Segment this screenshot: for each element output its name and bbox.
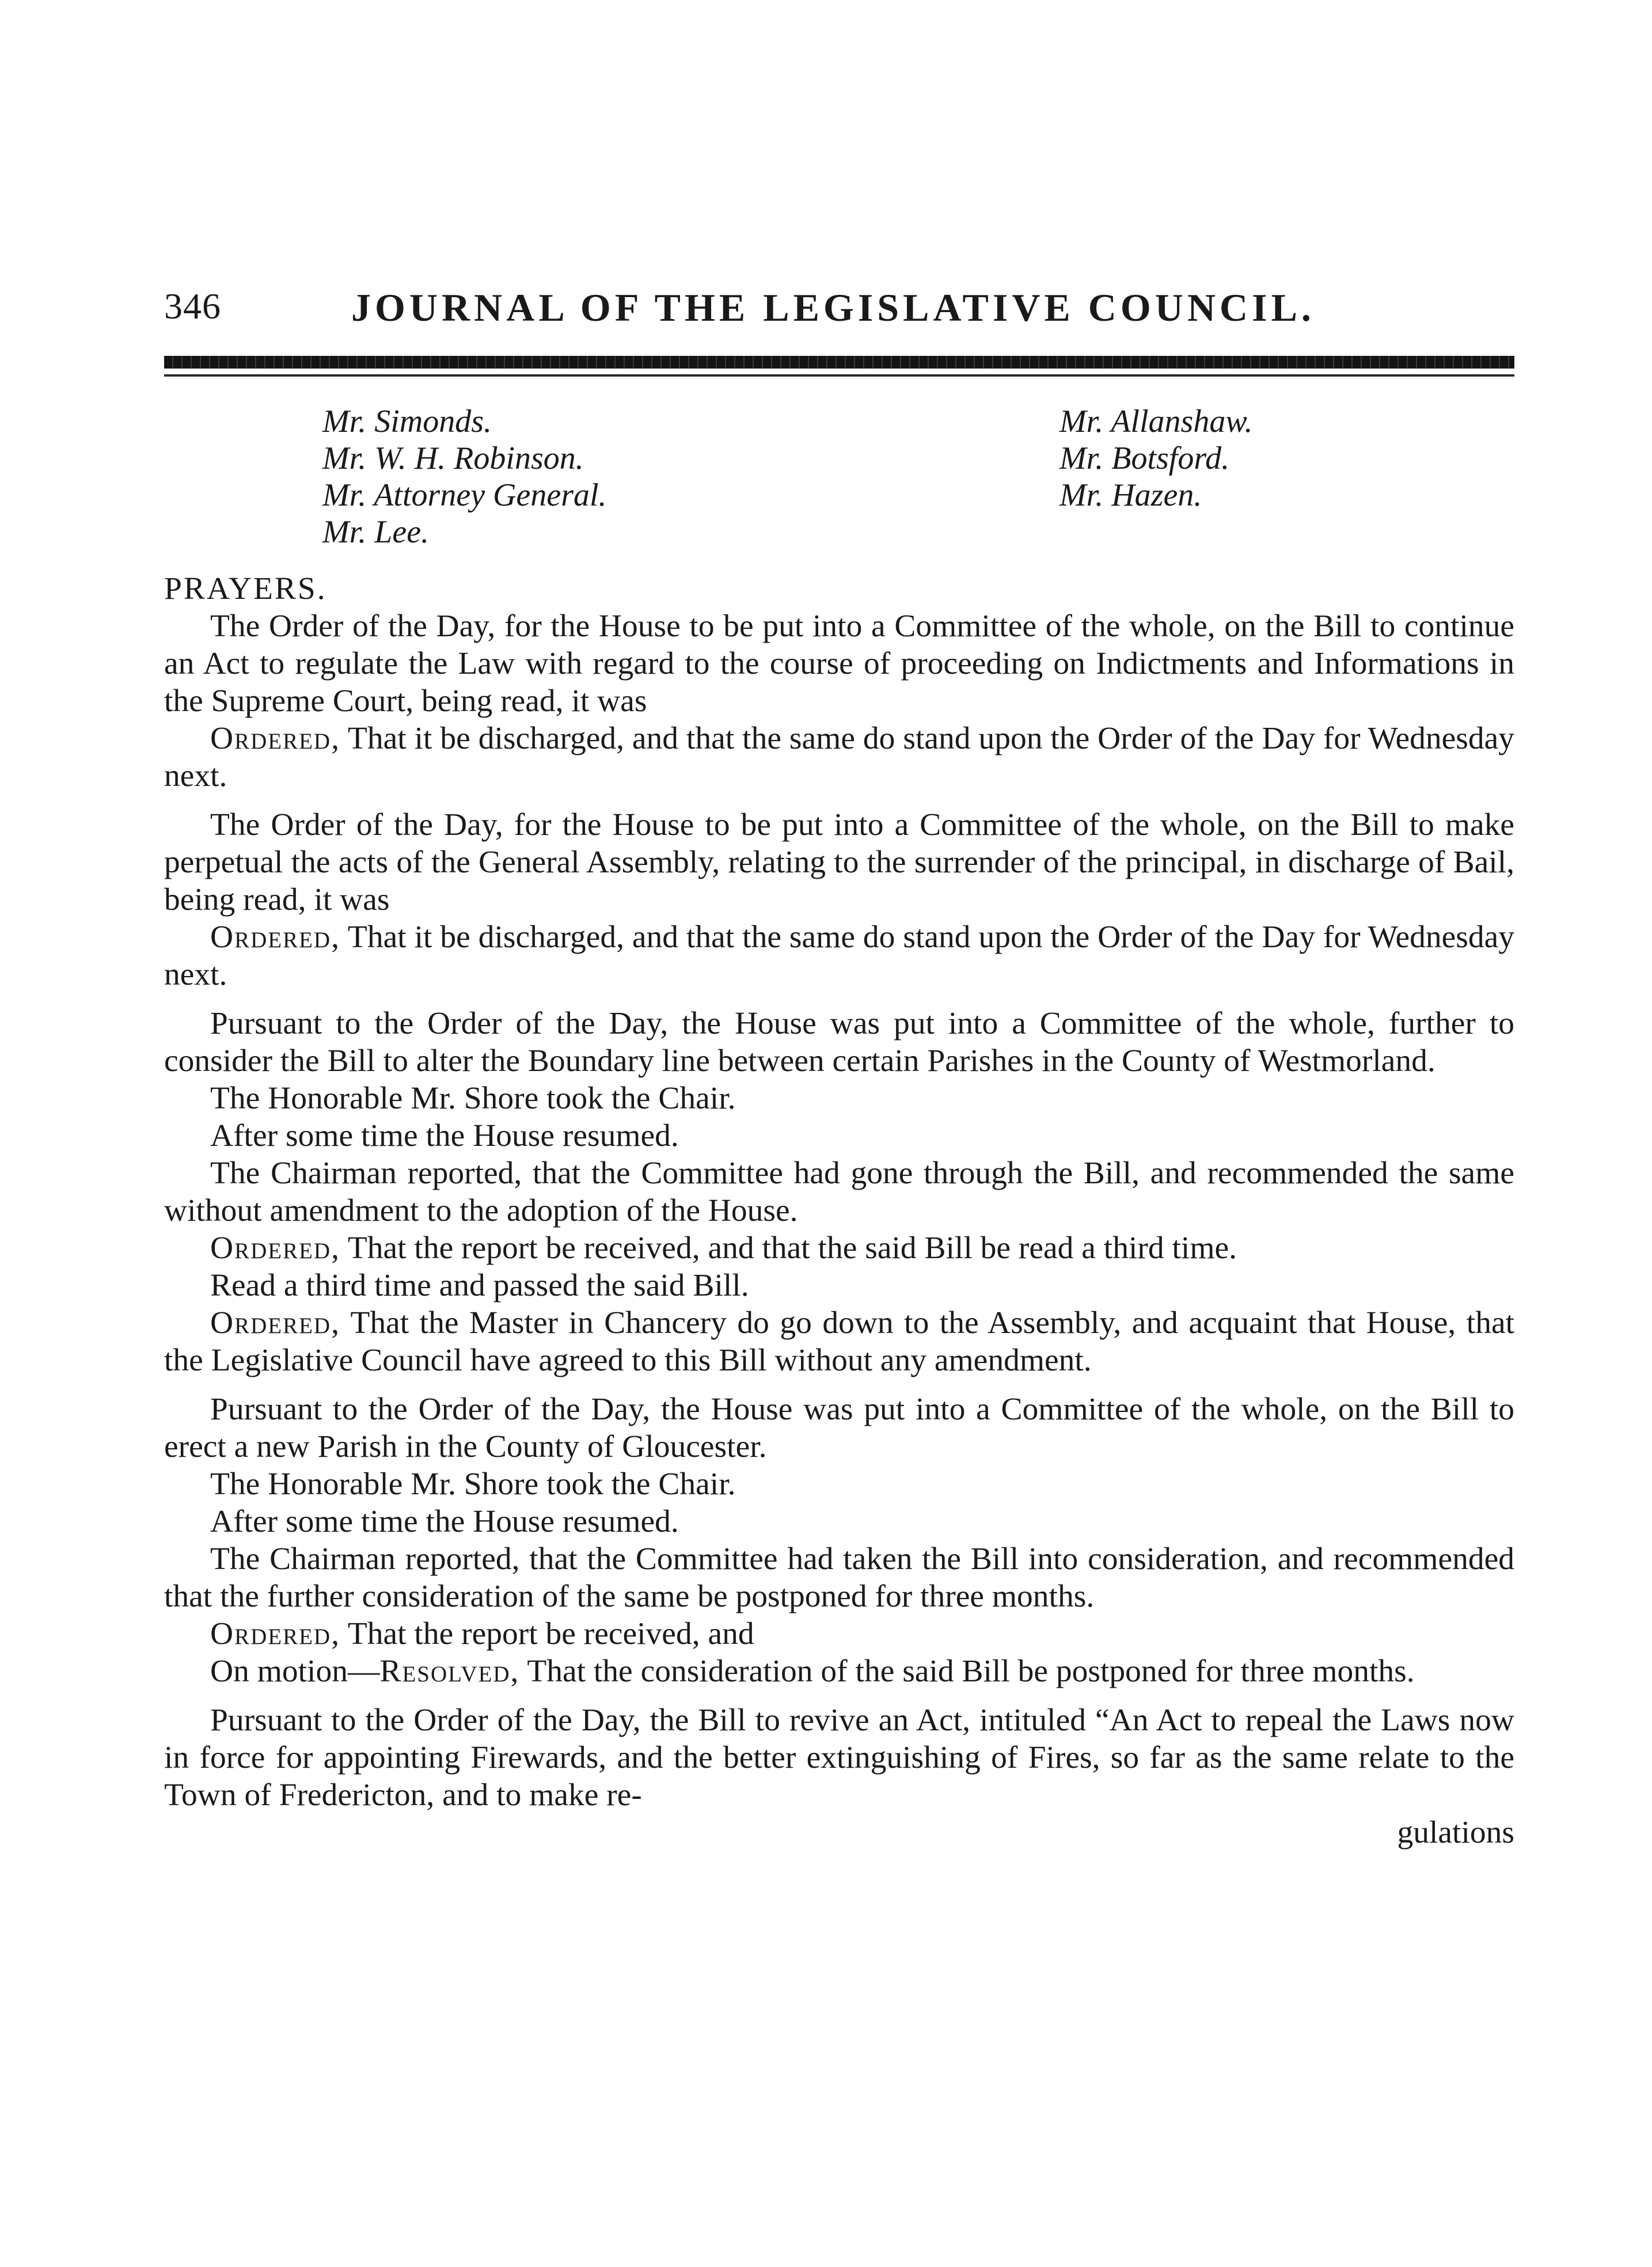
paragraph [164,1391,1514,1465]
member-name: Mr. Simonds. [322,404,492,439]
paragraph [164,1503,1514,1540]
paragraph [164,1005,1514,1080]
paragraph [164,720,1514,795]
paragraph-text: That the consideration of the said Bill be postponed for three months. [527,1654,1415,1689]
member-name: Mr. Allanshaw. [1059,404,1253,439]
paragraph [164,1540,1514,1615]
paragraph [164,1702,1514,1814]
member-name: Mr. W. H. Robinson. [322,441,584,476]
page-number: 346 [164,286,221,326]
paragraph [164,1653,1514,1690]
ordered-label: Ordered, [210,721,340,756]
ordered-label: Ordered, [210,1231,340,1266]
page-header [164,285,1514,331]
catchword: gulations [1397,1815,1514,1850]
paragraph-text: The Chairman reported, that the Committee had taken the Bill into consideration, and recommended that the further consideration of the same be postponed for three months. [164,1541,1514,1614]
header-rule [164,356,1514,369]
motion-prefix: On motion— [210,1654,380,1689]
paragraph [164,806,1514,918]
paragraph [164,1080,1514,1117]
paragraph [164,1117,1514,1155]
running-title: JOURNAL OF THE LEGISLATIVE COUNCIL. [351,286,1315,329]
paragraph [164,607,1514,720]
member-name: Mr. Attorney General. [322,477,607,513]
paragraph-text: Pursuant to the Order of the Day, the Bill to revive an Act, intituled “An Act to repeal the Laws now in force for appointing Firewards, and the better extinguishing of Fires, so far as the same relate to the Town of Fredericton, and to make re- [164,1703,1514,1813]
ordered-label: Ordered, [210,920,340,955]
header-rule-thin [164,374,1514,377]
paragraph-text: That the report be received, and that the said Bill be read a third time. [347,1231,1237,1266]
paragraph-text: That the Master in Chancery do go down to the Assembly, and acquaint that House, that the Legislative Council have agreed to this Bill without any amendment. [164,1305,1515,1378]
paragraph [164,1267,1514,1304]
paragraph [164,1155,1514,1229]
member-name: Mr. Lee. [322,514,430,550]
members-left-column [322,403,841,550]
paragraph-text: Read a third time and passed the said Bill. [210,1268,749,1303]
member-name: Mr. Botsford. [1059,441,1230,476]
ordered-label: Ordered, [210,1305,340,1341]
prayers-heading: PRAYERS. [164,571,327,606]
member-name: Mr. Hazen. [1059,477,1202,513]
ordered-label: Ordered, [210,1616,340,1651]
paragraph-text: After some time the House resumed. [210,1118,679,1153]
journal-body [164,570,1514,1851]
paragraph-text: The Order of the Day, for the House to be put into a Committee of the whole, on the Bill to make perpetual the acts of the General Assembly, relating to the surrender of the principal, in discharge of Bail, being read, it was [164,807,1514,917]
paragraph-text: The Honorable Mr. Shore took the Chair. [210,1081,736,1116]
resolved-label: Resolved, [379,1654,520,1689]
paragraph-text: The Honorable Mr. Shore took the Chair. [210,1467,736,1502]
paragraph [164,1229,1514,1267]
paragraph [164,1465,1514,1503]
paragraph-text: That the report be received, and [347,1616,754,1651]
members-right-column [1059,403,1463,514]
paragraph-text: After some time the House resumed. [210,1504,679,1539]
paragraph-text: Pursuant to the Order of the Day, the House was put into a Committee of the whole, further to consider the Bill to alter the Boundary line between certain Parishes in the County of Westmorland. [164,1006,1514,1079]
paragraph-text: The Order of the Day, for the House to be put into a Committee of the whole, on the Bill to continue an Act to regulate the Law with regard to the course of proceeding on Indictments and Informations in the Supreme Court, being read, it was [164,609,1514,719]
paragraph-text: That it be discharged, and that the same do stand upon the Order of the Day for Wednesday next. [164,920,1514,992]
paragraph-text: The Chairman reported, that the Committee had gone through the Bill, and recommended the same without amendment to the adoption of the House. [164,1156,1514,1228]
paragraph [164,1304,1514,1379]
paragraph [164,918,1514,993]
paragraph-text: Pursuant to the Order of the Day, the House was put into a Committee of the whole, on the Bill to erect a new Parish in the County of Gloucester. [164,1392,1514,1464]
paragraph [164,1615,1514,1653]
paragraph-text: That it be discharged, and that the same do stand upon the Order of the Day for Wednesday next. [164,721,1514,793]
